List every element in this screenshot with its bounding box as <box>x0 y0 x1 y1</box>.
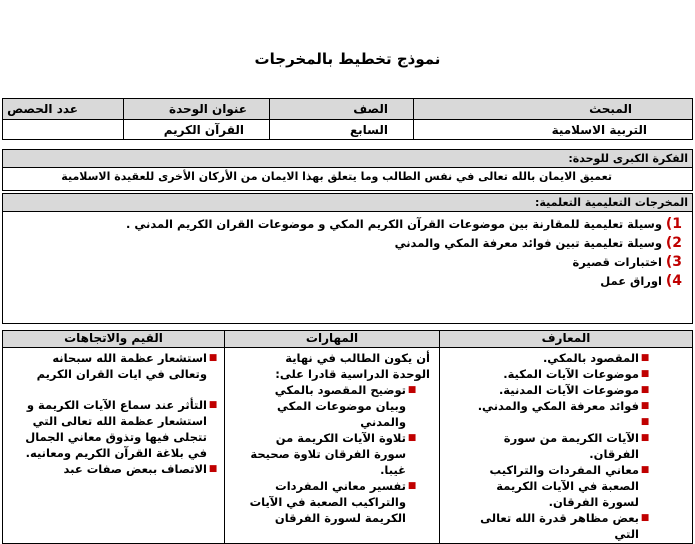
square-bullet-icon: ■ <box>407 385 417 395</box>
info-header-periods: عدد الحصص <box>3 99 124 120</box>
knowledge-item: ■ فوائد معرفة المكي والمدني. <box>477 399 650 413</box>
values-item: ■ التأثر عند سماع الآيات الكريمة و استشعار عظمة الله تعالى التي تتجلى فيها وتذوق معاني الجمال في بلاغة القرآن الكريم ومعانيه. <box>25 398 218 460</box>
square-bullet-icon: ■ <box>208 353 218 363</box>
outcome-text: وسيلة تعليمية للمقارنة بين موضوعات القرآن الكريم المكي و موضوعات القران الكريم المدني . <box>126 216 662 231</box>
info-value-unit: القرآن الكريم <box>124 120 270 140</box>
outcome-item <box>3 233 692 252</box>
values-header: القيم والاتجاهات <box>3 331 225 348</box>
square-bullet-icon: ■ <box>640 433 650 443</box>
square-bullet-icon: ■ <box>407 481 417 491</box>
info-value-periods <box>3 120 124 140</box>
outcome-text: اختبارات قصيرة <box>572 254 662 269</box>
outcome-number: 2) <box>665 234 682 251</box>
info-table <box>2 98 693 140</box>
outcomes-list <box>3 212 692 290</box>
square-bullet-icon: ■ <box>640 513 650 523</box>
knowledge-column <box>440 348 693 544</box>
knowledge-item: ■ موضوعات الآيات المدنية. <box>498 383 650 397</box>
square-bullet-icon: ■ <box>208 400 218 410</box>
knowledge-skills-values-table <box>2 330 693 544</box>
info-header-subject: المبحث <box>414 99 693 120</box>
info-value-subject: التربية الاسلامية <box>414 120 693 140</box>
square-bullet-icon: ■ <box>208 464 218 474</box>
skills-column <box>225 348 440 544</box>
knowledge-item <box>471 414 651 430</box>
skills-item: ■ تلاوة الآيات الكريمة من سورة الفرقان تلاوة صحيحة غيبا. <box>250 431 417 477</box>
outcome-item <box>3 252 692 271</box>
knowledge-item: ■ بعض مظاهر قدرة الله تعالى التي <box>480 511 650 541</box>
outcome-text: وسيلة تعليمية تبين فوائد معرفة المكي والمدني <box>394 235 662 250</box>
outcome-item <box>3 271 692 290</box>
square-bullet-icon: ■ <box>640 465 650 475</box>
knowledge-item: ■ معاني المفردات والتراكيب الصعبة في الآيات الكريمة لسورة الفرقان. <box>489 463 650 509</box>
knowledge-item: ■ موضوعات الآيات المكية. <box>503 367 650 381</box>
square-bullet-icon: ■ <box>640 401 650 411</box>
square-bullet-icon: ■ <box>640 369 650 379</box>
info-header-grade: الصف <box>270 99 414 120</box>
skills-item: ■ تفسير معاني المفردات والتراكيب الصعبة في الآيات الكريمة لسورة الفرقان <box>249 479 417 525</box>
info-header-unit: عنوان الوحدة <box>124 99 270 120</box>
big-idea-section <box>2 149 693 191</box>
big-idea-label: الفكرة الكبرى للوحدة: <box>3 150 692 168</box>
square-bullet-icon: ■ <box>640 417 650 427</box>
values-item: ■ الاتصاف ببعض صفات عبد <box>63 462 218 476</box>
page-title: نموذج تخطيط بالمخرجات <box>254 50 441 68</box>
outcome-number: 3) <box>665 253 682 270</box>
skills-item: ■ توضيح المقصود بالمكي وبيان موضوعات المكي والمدني <box>274 383 417 429</box>
info-value-grade: السابع <box>270 120 414 140</box>
outcomes-label: المخرجات التعليمية التعلمية: <box>3 194 692 212</box>
values-item: ■ استشعار عظمة الله سبحانه وتعالى في ايات القران الكريم <box>36 351 218 381</box>
knowledge-header: المعارف <box>440 331 693 348</box>
square-bullet-icon: ■ <box>640 353 650 363</box>
skills-intro: أن يكون الطالب في نهاية الوحدة الدراسية قادرا على: <box>275 351 430 381</box>
knowledge-item: ■ المقصود بالمكي. <box>542 351 650 365</box>
square-bullet-icon: ■ <box>640 385 650 395</box>
outcome-number: 4) <box>665 272 682 289</box>
knowledge-item: ■ الآيات الكريمة من سورة الفرقان. <box>503 431 650 461</box>
skills-header: المهارات <box>225 331 440 348</box>
big-idea-text: تعميق الايمان بالله تعالى في نفس الطالب وما يتعلق بهذا الايمان من الأركان الأخرى للعقيدة الاسلامية <box>61 170 612 183</box>
outcome-text: اوراق عمل <box>600 273 662 288</box>
outcomes-section <box>2 193 693 324</box>
square-bullet-icon: ■ <box>407 433 417 443</box>
outcome-item <box>3 214 692 233</box>
values-column <box>3 348 225 544</box>
outcome-number: 1) <box>665 215 682 232</box>
